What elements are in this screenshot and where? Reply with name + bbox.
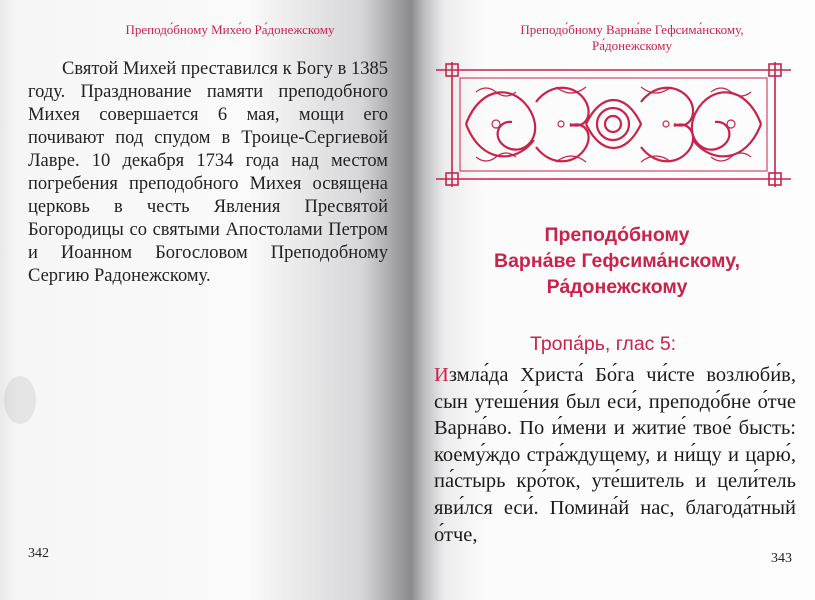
right-page [412, 0, 815, 600]
section-title-line2: Варна́ве Гефсима́нскому, [493, 250, 741, 272]
right-running-head [482, 22, 782, 54]
right-running-head-line2: Ра́донежскому [592, 38, 672, 53]
prayer-initial: И [434, 364, 449, 386]
section-title-line1: Преподо́бному [544, 224, 690, 246]
prayer-text-block [434, 362, 796, 548]
left-page-number: 342 [28, 546, 49, 561]
section-title [452, 222, 782, 300]
left-body-text: Святой Михей преставился к Богу в 1385 году. Празднование памяти преподобного Михея совершается 6 мая, мощи его почивают под спудом в Троице-Сергиевой Лавре. 10 декабря 1734 года над местом погребения преподобного Михея освящена церковь в честь Явления Пресвятой Богородицы со святыми Апостолами Петром и Иоанном Богословом Преподобному Сергию Радонежскому. [28, 59, 388, 286]
right-page-number: 343 [771, 551, 792, 566]
show-through-smudge [0, 370, 60, 430]
headpiece-ornament [436, 62, 791, 187]
left-running-head: Преподо́бному Михе́ю Ра́донежскому [125, 22, 335, 37]
troparion-heading: Тропа́рь, глас 5: [530, 333, 677, 355]
section-title-line3: Ра́донежскому [546, 276, 688, 298]
prayer-text: змла́да Христа́ Бо́га чи́сте возлюби́в, сын утеше́ния был еси́, преподо́бне о́тче Варна́во. По и́мени и житие́ твое́ бысть: коему́ждо стра́ждущему, и ни́щу и царю́, па́стырь кро́ток, уте́шитель и цели́тель яви́лся еси́. Помина́й нас, благода́тный о́тче, [434, 364, 796, 546]
right-running-head-line1: Преподо́бному Варна́ве Гефсима́нскому, [520, 22, 744, 37]
